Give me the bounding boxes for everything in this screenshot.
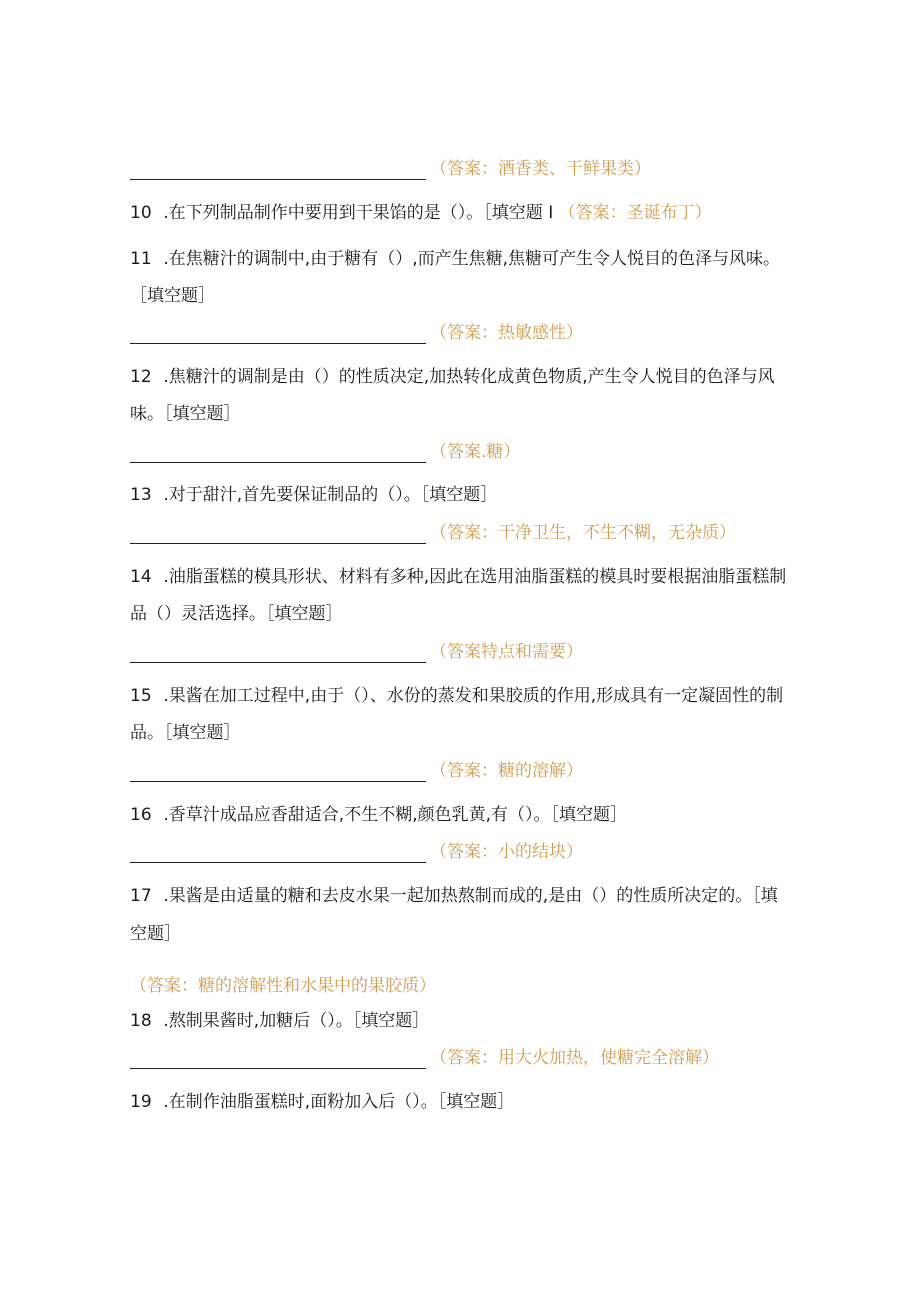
question-11-cont: ［填空题］ — [130, 286, 215, 306]
answer-13: （答案：干净卫生，不生不糊，无杂质） — [430, 523, 736, 543]
question-18 — [130, 1009, 429, 1033]
question-number: 18 — [130, 1011, 152, 1031]
question-number: 10 — [130, 203, 152, 223]
question-text: .在焦糖汁的调制中,由于糖有（）,而产生焦糖,焦糖可产生令人悦目的色泽与风味。 — [163, 249, 781, 269]
answer-blank-line-16[interactable] — [130, 862, 426, 863]
question-number: 17 — [130, 886, 152, 906]
answer-blank-line-15[interactable] — [130, 781, 426, 782]
question-number: 15 — [130, 686, 152, 706]
question-number: 13 — [130, 485, 152, 505]
question-text: .焦糖汁的调制是由（）的性质决定,加热转化成黄色物质,产生令人悦目的色泽与风 — [163, 367, 775, 387]
question-10 — [130, 201, 712, 225]
question-11 — [130, 247, 780, 271]
answer-18: （答案：用大火加热，使糖完全溶解） — [430, 1048, 719, 1068]
answer-14: （答案特点和需要） — [430, 642, 583, 662]
question-17-cont: 空题］ — [130, 924, 181, 944]
answer-11: （答案：热敏感性） — [430, 323, 583, 343]
question-text: .果酱是由适量的糖和去皮水果一起加热熬制而成的,是由（）的性质所决定的。［填 — [163, 886, 778, 906]
question-17 — [130, 884, 778, 908]
answer-17: （答案：糖的溶解性和水果中的果胶质） — [130, 976, 436, 996]
question-text: .香草汁成品应香甜适合,不生不糊,颜色乳黄,有（）。［填空题］ — [163, 805, 628, 825]
question-12 — [130, 365, 775, 389]
question-16 — [130, 803, 627, 827]
answer-blank-line-18[interactable] — [130, 1068, 426, 1069]
question-19 — [130, 1090, 514, 1114]
answer-blank-line-9[interactable] — [130, 179, 426, 180]
question-number: 12 — [130, 367, 152, 387]
answer-12: （答案.糖） — [430, 442, 521, 462]
question-text: .在制作油脂蛋糕时,面粉加入后（）。［填空题］ — [163, 1092, 515, 1112]
question-13 — [130, 483, 497, 507]
question-number: 16 — [130, 805, 152, 825]
answer-9: （答案：酒香类、干鲜果类） — [430, 159, 651, 179]
question-15-cont: 品。［填空题］ — [130, 723, 241, 743]
question-12-cont: 味。［填空题］ — [130, 404, 241, 424]
answer-blank-line-13[interactable] — [130, 543, 426, 544]
answer-10: （答案：圣诞布丁） — [558, 203, 712, 223]
question-15 — [130, 684, 783, 708]
question-text: .油脂蛋糕的模具形状、材料有多种,因此在选用油脂蛋糕的模具时要根据油脂蛋糕制 — [163, 567, 787, 587]
question-number: 19 — [130, 1092, 152, 1112]
answer-16: （答案：小的结块） — [430, 842, 583, 862]
question-text: .熬制果酱时,加糖后（）。［填空题］ — [163, 1011, 430, 1031]
question-text: .果酱在加工过程中,由于（）、水份的蒸发和果胶质的作用,形成具有一定凝固性的制 — [163, 686, 784, 706]
answer-15: （答案：糖的溶解） — [430, 761, 583, 781]
question-14 — [130, 565, 786, 589]
answer-blank-line-14[interactable] — [130, 662, 426, 663]
answer-blank-line-11[interactable] — [130, 343, 426, 344]
question-number: 14 — [130, 567, 152, 587]
question-14-cont: 品（）灵活选择。［填空题］ — [130, 604, 343, 624]
answer-blank-line-12[interactable] — [130, 462, 426, 463]
question-text: .对于甜汁,首先要保证制品的（）。［填空题］ — [163, 485, 498, 505]
question-number: 11 — [130, 249, 152, 269]
question-text: .在下列制品制作中要用到干果馅的是（）。［填空题 I — [163, 203, 554, 223]
